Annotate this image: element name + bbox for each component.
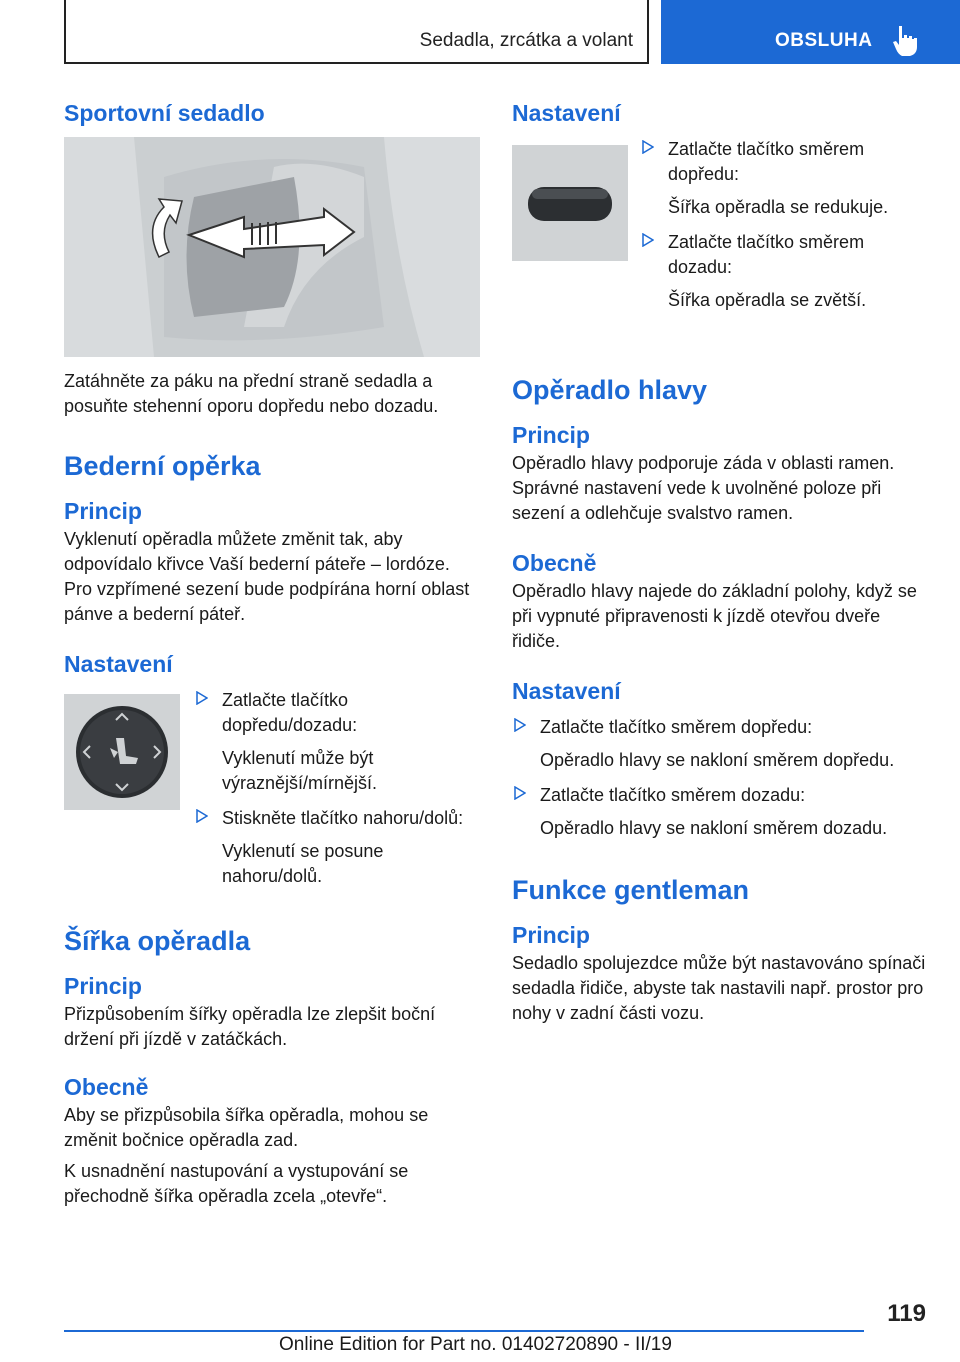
- list-item-result: Opěradlo hlavy se nakloní směrem dozadu.: [540, 818, 888, 838]
- list-item-result: Šířka opěradla se redukuje.: [668, 197, 889, 217]
- header-chapter-box: [64, 0, 649, 64]
- list-item: Zatlačte tlačítko směrem dopředu:: [512, 715, 928, 740]
- section-tab-label: OBSLUHA: [775, 30, 873, 51]
- gentleman-princip-text: Sedadlo spolujezdce může být nastavováno spínači sedadla řidiče, abyste tak nastavili např. prostor pro nohy v zadní části vozu.: [512, 953, 926, 1023]
- subtitle-princip: Princip: [512, 922, 590, 948]
- subtitle-princip: Princip: [64, 498, 142, 524]
- backrest-obecne-text-1: Aby se přizpůsobila šířka opěradla, mohou se změnit bočnice opěradla zad.: [64, 1105, 429, 1150]
- subtitle-nastaveni: Nastavení: [512, 100, 621, 126]
- left-column: [64, 100, 480, 1215]
- backrest-obecne-text-2: K usnadnění nastupování a vystupování se přechodně šířka opěradla zcela „otevře“.: [64, 1161, 409, 1206]
- chapter-title: Sedadla, zrcátka a volant: [419, 30, 633, 51]
- list-item: Zatlačte tlačítko směrem dozadu:: [512, 783, 928, 808]
- backrest-princip-text: Přizpůsobením šířky opěradla lze zlepšit boční držení při jízdě v zatáčkách.: [64, 1004, 436, 1049]
- lumbar-settings-block: [64, 688, 480, 916]
- page-header: [0, 0, 960, 66]
- lumbar-bullets: [194, 688, 480, 899]
- triangle-bullet-icon: [514, 718, 526, 732]
- subtitle-nastaveni: Nastavení: [64, 651, 173, 677]
- subtitle-obecne: Obecně: [512, 550, 597, 576]
- subtitle-nastaveni: Nastavení: [512, 678, 621, 704]
- list-item: Zatlačte tlačítko směrem dozadu:: [640, 230, 930, 280]
- triangle-bullet-icon: [514, 786, 526, 800]
- section-title-gentleman: Funkce gentleman: [512, 875, 750, 905]
- list-item-result: Vyklenutí se posune nahoru/dolů.: [222, 841, 384, 886]
- sport-seat-illustration: [64, 137, 480, 357]
- triangle-bullet-icon: [642, 140, 654, 154]
- section-title-headrest: Opěradlo hlavy: [512, 375, 708, 405]
- list-item: Stiskněte tlačítko nahoru/dolů:: [194, 806, 480, 831]
- headrest-obecne-text: Opěradlo hlavy najede do základní polohy, když se při vypnuté připravenosti k jízdě otevřou dveře řidiče.: [512, 581, 917, 651]
- sport-seat-text: Zatáhněte za páku na přední straně sedadla a posuňte stehenní oporu dopředu nebo dozadu.: [64, 371, 439, 416]
- page-number: 119: [887, 1300, 926, 1327]
- pointing-hand-icon: [893, 24, 921, 56]
- width-button-image: [512, 145, 628, 261]
- section-title-lumbar: Bederní opěrka: [64, 451, 261, 481]
- subtitle-princip: Princip: [64, 973, 142, 999]
- headrest-princip-text: Opěradlo hlavy podporuje záda v oblasti ramen. Správné nastavení vede k uvolněné poloze při sezení a odlehčuje svalstvo ramen.: [512, 453, 895, 523]
- list-item-result: Vyklenutí může být výraznější/mírnější.: [222, 748, 378, 793]
- subtitle-obecne: Obecně: [64, 1074, 149, 1100]
- right-column: [512, 100, 928, 1032]
- backrest-width-settings-block: [512, 137, 928, 337]
- lumbar-princip-text: Vyklenutí opěradla můžete změnit tak, aby odpovídalo křivce Vaší bederní páteře – lordóze. Pro vzpřímené sezení bude podpírána horní oblast pánve a bederní páteř.: [64, 529, 470, 624]
- section-title-backrest-width: Šířka opěradla: [64, 926, 251, 956]
- section-title-sport-seat: Sportovní sedadlo: [64, 100, 265, 126]
- footer-edition: Online Edition for Part no. 01402720890 - II/19: [279, 1334, 672, 1355]
- lumbar-button-image: [64, 694, 180, 810]
- triangle-bullet-icon: [196, 809, 208, 823]
- subtitle-princip: Princip: [512, 422, 590, 448]
- triangle-bullet-icon: [196, 691, 208, 705]
- list-item-result: Šířka opěradla se zvětší.: [668, 290, 867, 310]
- list-item: Zatlačte tlačítko směrem dopředu:: [640, 137, 930, 187]
- headrest-bullets: [512, 715, 928, 841]
- triangle-bullet-icon: [642, 233, 654, 247]
- section-tab[interactable]: [661, 0, 960, 64]
- footer-divider: [64, 1330, 864, 1332]
- seat-thigh-support-image: [64, 137, 480, 357]
- list-item-result: Opěradlo hlavy se nakloní směrem dopředu.: [540, 750, 895, 770]
- list-item: Zatlačte tlačítko dopředu/dozadu:: [194, 688, 480, 738]
- width-bullets: [640, 137, 930, 323]
